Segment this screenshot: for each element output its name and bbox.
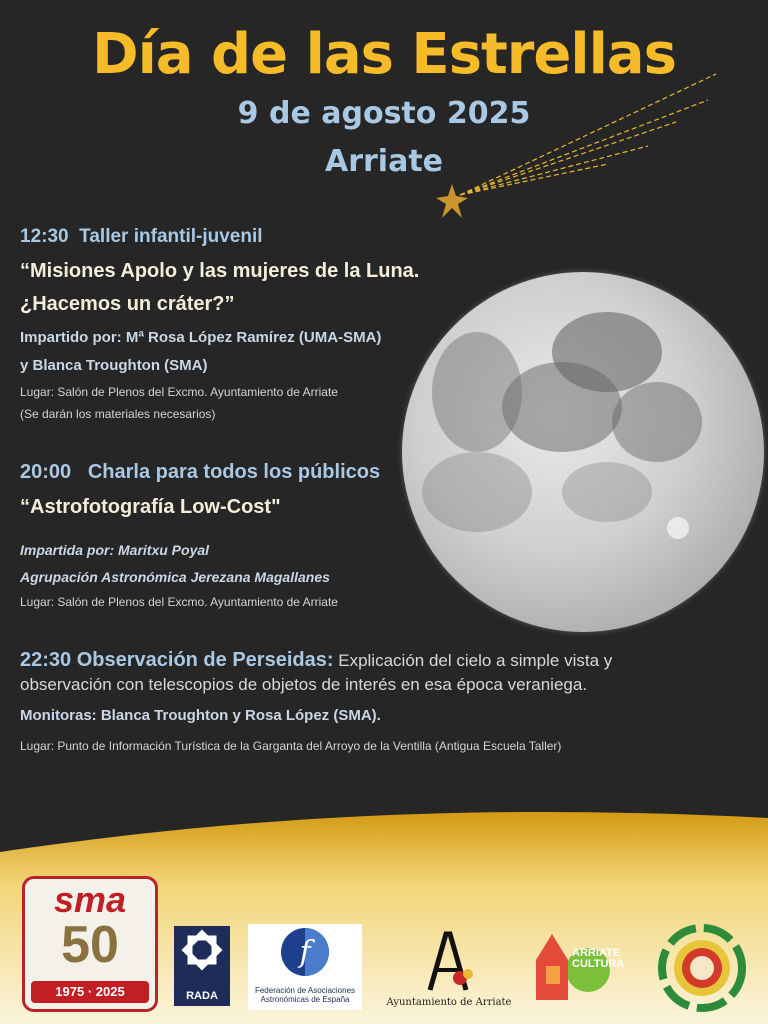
event1-quote-2: ¿Hacemos un cráter?”	[20, 293, 235, 315]
cultura-text-2: CULTURA	[572, 958, 625, 970]
event1-name: Taller infantil-juvenil	[79, 226, 263, 247]
event3-description: Explicación del cielo a simple vista y observación con telescopios de objetos de interés en esa época veraniega.	[20, 651, 613, 694]
cultura-text-1: ARRIATE	[572, 947, 621, 959]
event2-location: Lugar: Salón de Plenos del Excmo. Ayuntamiento de Arriate	[20, 595, 338, 609]
arriate-deportes-logo	[654, 922, 750, 1014]
rada-emblem-icon	[174, 926, 230, 982]
ayuntamiento-logo-text: Ayuntamiento de Arriate	[386, 997, 512, 1008]
event3-paragraph	[20, 648, 640, 697]
sma-50-logo	[22, 876, 158, 1012]
federacion-emblem-icon	[248, 924, 362, 980]
rada-logo-text: RADA	[186, 990, 218, 1002]
rada-logo	[174, 926, 230, 1006]
event2-org: Agrupación Astronómica Jerezana Magallanes	[20, 569, 330, 585]
event1-time: 12:30	[20, 226, 69, 247]
event3-monitors: Monitoras: Blanca Troughton y Rosa López (SMA).	[20, 707, 381, 724]
page-title: Día de las Estrellas	[92, 22, 676, 87]
event1-speaker-2: y Blanca Troughton (SMA)	[20, 357, 208, 374]
shooting-star-icon	[420, 60, 720, 220]
event3-heading: 22:30 Observación de Perseidas:	[20, 649, 334, 671]
ayuntamiento-logo	[380, 928, 518, 1008]
arriate-deportes-emblem-icon	[654, 922, 750, 1014]
event-place: Arriate	[324, 144, 444, 179]
event3-location: Lugar: Punto de Información Turística de la Garganta del Arroyo de la Ventilla (Antigua Escuela Taller)	[20, 739, 562, 753]
event1-note: (Se darán los materiales necesarios)	[20, 407, 216, 421]
event2-speaker: Impartida por: Maritxu Poyal	[20, 542, 210, 558]
event1-location: Lugar: Salón de Plenos del Excmo. Ayuntamiento de Arriate	[20, 385, 338, 399]
arriate-cultura-logo	[526, 930, 636, 1004]
event1-heading	[20, 226, 263, 248]
event2-time: 20:00	[20, 461, 72, 483]
event-date: 9 de agosto 2025	[237, 96, 531, 131]
sma-logo-years: 1975 · 2025	[31, 981, 149, 1003]
event1-speaker-1: Impartido por: Mª Rosa López Ramírez (UMA-SMA)	[20, 329, 382, 346]
ayuntamiento-emblem-icon	[380, 928, 518, 994]
full-moon-image	[402, 272, 764, 632]
sma-logo-number: 50	[61, 916, 119, 974]
event1-quote-1: “Misiones Apolo y las mujeres de la Luna.	[20, 260, 420, 282]
federacion-logo	[248, 924, 362, 1010]
event2-name: Charla para todos los públicos	[87, 461, 381, 483]
sma-logo-text: sma	[53, 879, 127, 920]
federacion-letter: f	[299, 935, 311, 970]
arriate-cultura-text	[572, 948, 624, 970]
federacion-logo-text: Federación de Asociaciones Astronómicas de España	[254, 986, 356, 1004]
event2-heading	[20, 461, 380, 484]
event2-quote: “Astrofotografía Low-Cost"	[20, 496, 281, 518]
